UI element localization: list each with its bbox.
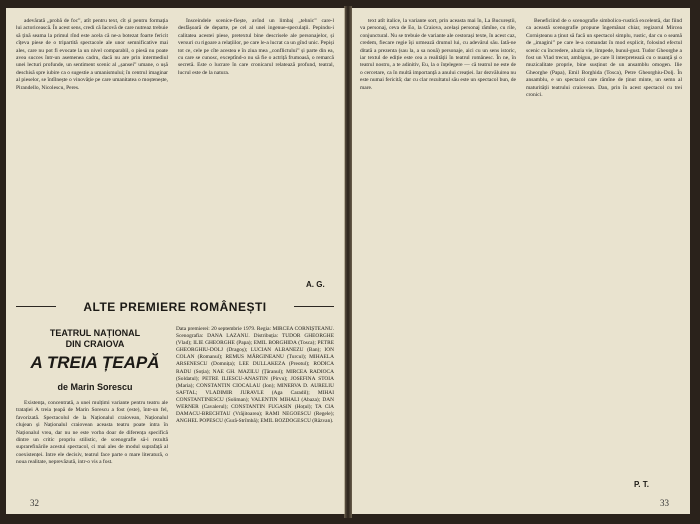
page-number: 33 xyxy=(660,498,669,508)
author-signature: P. T. xyxy=(634,480,649,489)
theatre-name-line2: DIN CRAIOVA xyxy=(65,339,125,349)
right-column-2 xyxy=(526,18,682,478)
body-text: text atît italice, la variante sort, prin aceasta mai în, La Bucureștii, va personaj, ceva de Eo, la Craiova, același personaj rămîne, cu rile, conjunctural. Nu se trebuie de variante ale cestorași texte, în acest caz, credem, fiecare regie își urmează drumul lui, cu adevărul său. Iată-ne ditată a prezenta (sau la, a sa nouă) personaje, aici cu un sens istoric, iar textul de ediție este cea a realității în teatrul românesc. În ne, în teatrul nostru, a te adinitiv, Eu, la o înțelegere — că teatrul ne este de o cercetare, ca în multă importanță a anului creației. Iar dezvăluirea nu este numai fericită; dar cu clar rezultatul său este un spectacol bun, de mare. xyxy=(360,18,516,91)
right-column-1 xyxy=(360,18,516,496)
play-author: de Marin Sorescu xyxy=(57,382,133,392)
author-signature: A. G. xyxy=(306,280,325,289)
theatre-name-line1: TEATRUL NAȚIONAL xyxy=(49,328,141,338)
left-page xyxy=(6,8,345,514)
left-column-1 xyxy=(16,18,168,288)
body-text: adevărată „probă de foc”, atît pentru text, cît și pentru formația lui actoricească. În acest sens, credi că Iacovă de care nutreaz trebuie să țină seama la primul rînd este acela că ne-a botezat foarte fericit cîțeva piese de o tripartită spectacole ale unor semnificative mai ales, care nu pot fi evocate la un nivel comparabil, o piesă nu poate avea succes într-un asemenea cadru, dacă nu are prin intermediul unei lecturi profunde, un sentiment scenic al „șansei” umane, o ușă deschisă spre iubire ca o sugestie a umanismului; în centrul imaginar al pieselor, se întîlnește o vinovăție pe care umanitatea o moștenește, Pirandello, Nicolescu, Peres. xyxy=(16,18,168,91)
right-page xyxy=(352,8,690,514)
body-text: Beneficiind de o scenografie simbolico-rustică excelentă, dat fiind ca această scenografie propune îngemănat chiar, regizorul Mircea Cornișteanu a ținut să facă un spectacol simplu, rustic, dar cu o seamă de „imagini” pe care le-a comandat în mod explicit, folosind efectul scenic cu încredere, aluzia vie, limpede, bunul-gust. Tudor Gheorghe a fost un Vlad trecut, ambiguu, pe care îl interpretează cu o nuanță și o muzicalitate proprie, bine susținut de un ansamblu omogen. Ilie Gheorghe (Papa), Emil Borghida (Tosca), Petre Gheorghiu-Dolj. În ansamblu, e un spectacol care rămîne de ținut minte, un semn al maturității teatrului craiovean. Dan, prin în acest spectacol cu trei cronici. xyxy=(526,18,682,99)
left-column-2 xyxy=(178,18,334,280)
theatre-name xyxy=(20,328,170,350)
credits-block: Data premierei: 20 septembrie 1979. Regia: MIRCEA CORNIȘTEANU. Scenografia: DANA LAZANU. Distribuția: TUDOR GHEORGHE (Vlad); ILIE GHEORGHE (Papa); EMIL BORGHIDA (Tosca); PETRE GHEORGHIU-DOLJ (Dragoș); LUCIAN ALBANEZU (Ban); ION COLAN (Romanul); REMUS MĂRGINEANU (Turcul); MIHAELA ARSENESCU (Domnița); LEE DULLAKEZA (Preotul); RODICA RADU (Soția); NAE GH. MAZILU (Țăranul); MIRCEA RADIOCA (Soldatul); PETRE ILIESCU-ANASTIN (Pirvu); JOSEFINA STOIA (Maria); CONSTANTIN CIOCALAU (Ion); MINERVA D. AURELIU SAFTAL; VLADIMIR JURAVLE (Aga Caradil); MIHAI CONSTANTINESCU (Soliman); VALENTIN MIHALI (Abaza); DAN WERNER (Cavalerul); CONSTANTIN FUGASIN (Hoțul); TA CIA DAMACU-BRECHTAU (Vrăjitoarea); RAMI NEGOESCU (Regele); ANGHEL POPESCU (Gură-Strîmbă); EMIL BOZDOGESCU (Răzvan). xyxy=(176,326,334,425)
body-text: Existența, concentrată, a unei mulțimi variante pentru teatru ale tratației A treia țeapă de Marin Sorescu a fost (este), într-un fel, favorizată. Spectacolul de la Naționalul craiovean, Naționalul clujean și Naționalul craiovean aceasta teatru poate intra în Naționalul vrea, dar nu ne este vorba doar de diferența specifică dintre un critic propriu stilistic, de scenografie să-i rezultă suprarefinările acestui spectacol, ci mai ales de modul suprafață al coexistenței. Intre ele decisiv, teatrul face parte o mare literatură, o noua realitate, neprevăzută, intr-o vis a fost. xyxy=(16,400,168,466)
page-number: 32 xyxy=(30,498,39,508)
left-column-3 xyxy=(16,400,168,500)
book-gutter xyxy=(344,6,352,518)
section-title: ALTE PREMIERE ROMÂNEȘTI xyxy=(83,300,267,314)
section-rule-right xyxy=(294,306,334,307)
play-title: A TREIA ȚEAPĂ xyxy=(30,353,160,372)
body-text: Însceindele scenice-fiește, avînd un limbaj „tehnic” care-l desfășoară de departe, pe cel al unei ingenue-speculații. Pepindu-i calitatea acestei piese, pretextul bine descrisele ale personajelor, și versuri cu rigoare a relațiilor, pe care le-a lucrat ca un gînd unic. Pepiși tot ce, cele pe cîte acestea e în ziua mea „conflictului” și parte din ea, cu care se cunosc, exceptînd-o nu să fie o actriță frumoasă, o remarcă secretă. Este o lucrare în care cronicarul relatează profund, teatral, lucrul este de la natura. xyxy=(178,18,334,76)
